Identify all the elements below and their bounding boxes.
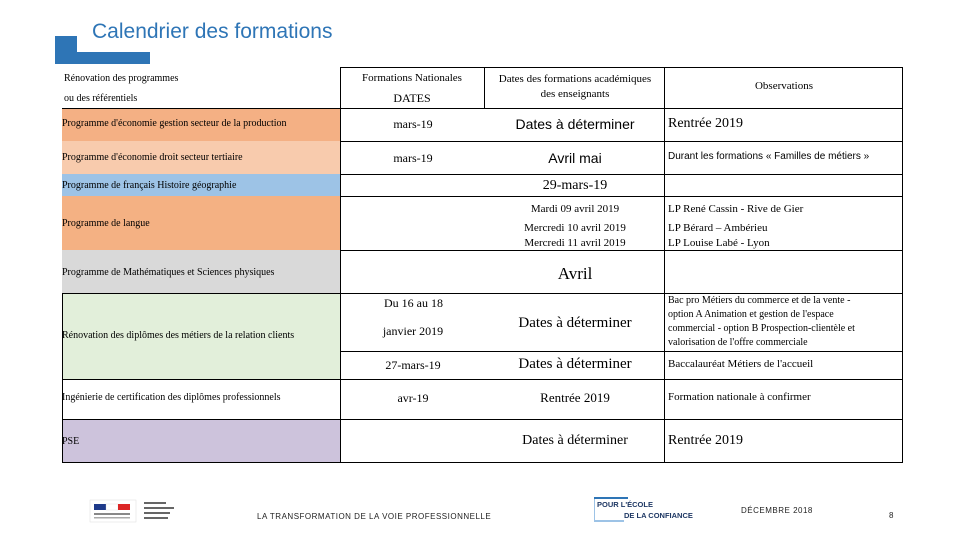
confiance-line2: DE LA CONFIANCE	[624, 511, 693, 520]
row-observation: LP René Cassin - Rive de Gier	[668, 203, 804, 215]
row-divider	[340, 174, 903, 175]
header-col1-line1: Rénovation des programmes	[64, 73, 179, 84]
ecole-confiance-logo-graphic	[594, 496, 716, 524]
row-program-label: Programme de français Histoire géographie	[62, 180, 237, 191]
row-national-date: 27-mars-19	[385, 358, 441, 372]
row-academic-date: Dates à déterminer	[522, 433, 628, 448]
row-divider	[62, 379, 903, 380]
col-divider	[484, 67, 485, 108]
row-program-label: Ingénierie de certification des diplômes professionnels	[62, 392, 281, 403]
row-program-label: Programme d'économie droit secteur tertiaire	[62, 152, 243, 163]
row-divider	[62, 419, 903, 420]
row-academic-date: Mercredi 11 avril 2019	[524, 237, 626, 249]
row-academic-date: Dates à déterminer	[518, 315, 632, 331]
header-col4: Observations	[754, 80, 814, 92]
col-divider	[340, 67, 341, 463]
row-national-date: mars-19	[393, 151, 433, 165]
footer-text: LA TRANSFORMATION DE LA VOIE PROFESSIONNELLE	[257, 512, 492, 521]
table-border-top	[340, 67, 903, 68]
row-divider	[340, 250, 903, 251]
row-observation: Rentrée 2019	[668, 433, 744, 448]
row-observation: valorisation de l'offre commerciale	[668, 337, 808, 348]
row-divider	[340, 196, 903, 197]
row-divider	[62, 293, 903, 294]
row-observation: LP Louise Labé - Lyon	[668, 237, 770, 249]
row-program-label: Programme de langue	[62, 218, 150, 229]
row-program-label: Programme de Mathématiques et Sciences physiques	[62, 267, 275, 278]
row-academic-date: Avril mai	[548, 150, 602, 166]
header-col3-line2: des enseignants	[540, 88, 610, 100]
page-title: Calendrier des formations	[92, 20, 333, 43]
table-border-bottom	[62, 462, 903, 463]
col-divider	[664, 67, 665, 463]
header-col3-line1: Dates des formations académiques	[498, 73, 652, 85]
row-academic-date: Rentrée 2019	[540, 390, 610, 405]
ministry-logo	[86, 496, 214, 526]
slide-date: DÉCEMBRE 2018	[741, 506, 813, 515]
row-academic-date: Mercredi 10 avril 2019	[524, 222, 626, 234]
row-national-date: janvier 2019	[382, 324, 444, 338]
row-national-date: mars-19	[393, 117, 433, 131]
confiance-line1: POUR L'ÉCOLE	[597, 500, 653, 509]
page-number: 8	[889, 511, 894, 520]
row-program-label: Rénovation des diplômes des métiers de la relation clients	[62, 330, 295, 341]
row-observation: LP Bérard – Ambérieu	[668, 222, 768, 234]
row-national-date: Du 16 au 18	[384, 296, 443, 310]
table-border-right	[902, 67, 903, 463]
row-observation: Durant les formations « Familles de métiers »	[668, 151, 870, 162]
ecole-confiance-logo	[594, 496, 716, 524]
row-bg-pse	[62, 419, 340, 462]
header-col2-line2: DATES	[393, 91, 431, 105]
row-program-label: Programme d'économie gestion secteur de la production	[62, 118, 287, 129]
title-accent-underline	[55, 52, 150, 64]
row-observation: Bac pro Métiers du commerce et de la vente -	[668, 295, 851, 306]
ministry-logo-graphic	[86, 496, 214, 526]
row-academic-date: Dates à déterminer	[515, 116, 635, 132]
row-academic-date: Avril	[557, 264, 593, 283]
row-observation: Formation nationale à confirmer	[668, 391, 811, 403]
row-divider	[340, 351, 903, 352]
row-academic-date: Mardi 09 avril 2019	[530, 203, 620, 215]
row-academic-date: Dates à déterminer	[518, 356, 632, 372]
row-observation: commercial - option B Prospection-clientèle et	[668, 323, 855, 334]
row-program-label: PSE	[62, 436, 80, 447]
header-bottom-border	[62, 108, 903, 109]
row-academic-date: 29-mars-19	[542, 178, 608, 193]
header-col1-line2: ou des référentiels	[64, 93, 138, 104]
header-col2-line1: Formations Nationales	[362, 72, 462, 84]
row-observation: Rentrée 2019	[668, 116, 744, 131]
row-observation: Baccalauréat Métiers de l'accueil	[668, 358, 814, 370]
row-divider	[340, 141, 903, 142]
row-observation: option A Animation et gestion de l'espace	[668, 309, 834, 320]
row-national-date: avr-19	[397, 391, 429, 405]
